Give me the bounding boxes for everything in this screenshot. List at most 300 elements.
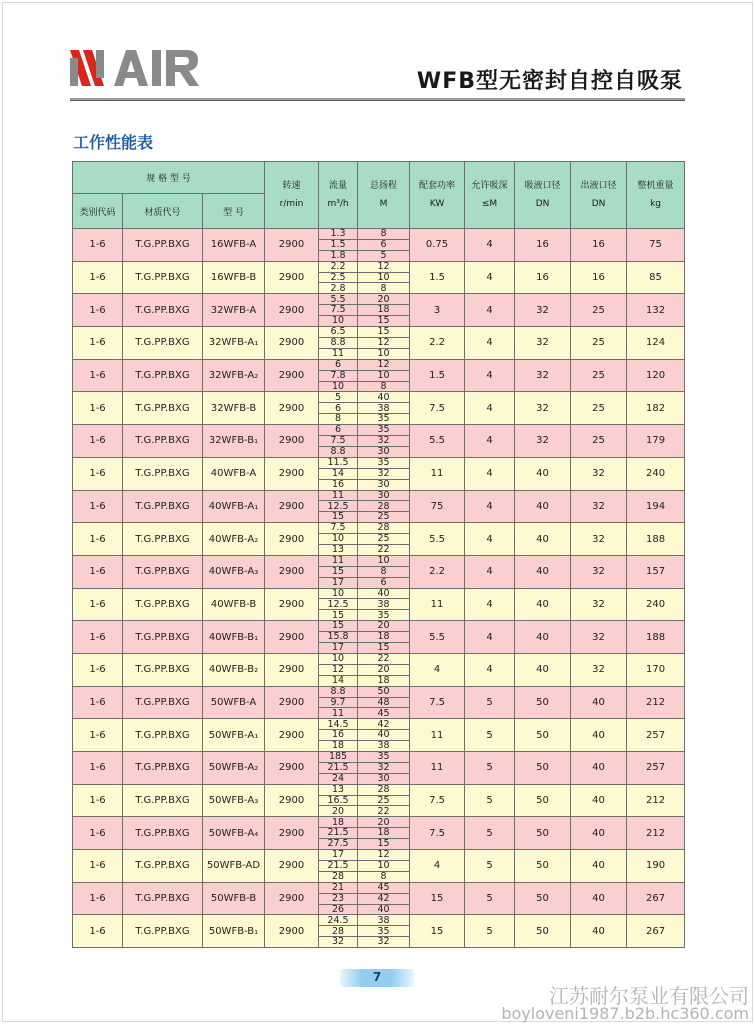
inlet-cell: 32 (515, 392, 571, 425)
head-value: 12 (358, 850, 409, 861)
inlet-cell: 32 (515, 327, 571, 360)
flow-value: 32 (331, 936, 345, 948)
weight-cell: 257 (627, 752, 685, 785)
material-cell: T.G.PP.BXG (123, 882, 203, 915)
power-cell: 5.5 (410, 425, 465, 458)
material-cell: T.G.PP.BXG (123, 588, 203, 621)
weight-cell: 212 (627, 817, 685, 850)
power-cell: 7.5 (410, 817, 465, 850)
power-cell: 15 (410, 882, 465, 915)
flow-value: 10 (319, 589, 357, 600)
outlet-cell: 16 (571, 261, 627, 294)
suction-cell: 5 (465, 784, 515, 817)
flow-value: 2.5 (319, 273, 357, 284)
flow-cell (319, 719, 358, 752)
head-value: 35 (358, 458, 409, 469)
speed-cell: 2900 (265, 882, 319, 915)
table-row (73, 359, 685, 392)
flow-value: 8.8 (319, 687, 357, 698)
weight-cell: 267 (627, 915, 685, 948)
inlet-cell: 40 (515, 523, 571, 556)
flow-cell (319, 425, 358, 458)
head-value: 12 (358, 338, 409, 349)
model-cell: 40WFB-B₂ (203, 653, 265, 686)
head-value: 35 (358, 752, 409, 763)
table-row (73, 490, 685, 523)
suction-cell: 5 (465, 752, 515, 785)
flow-cell (319, 490, 358, 523)
head-value: 35 (358, 425, 409, 436)
suction-cell: 4 (465, 229, 515, 262)
weight-cell: 267 (627, 882, 685, 915)
table-row (73, 588, 685, 621)
table-body (73, 229, 685, 948)
material-cell: T.G.PP.BXG (123, 229, 203, 262)
suction-cell: 4 (465, 294, 515, 327)
model-cell: 40WFB-B₁ (203, 621, 265, 654)
outlet-cell: 32 (571, 653, 627, 686)
flow-cell (319, 327, 358, 360)
inlet-header: 吸液口径 DN (515, 162, 571, 229)
flow-value: 18 (331, 740, 345, 752)
flow-cell (319, 686, 358, 719)
category-cell: 1-6 (73, 294, 123, 327)
flow-value: 17 (331, 576, 345, 588)
head-value: 38 (358, 599, 409, 610)
head-value: 22 (377, 544, 390, 556)
speed-cell: 2900 (265, 425, 319, 458)
flow-value: 185 (319, 752, 357, 763)
material-header: 材质代号 (123, 194, 203, 229)
flow-value: 15 (319, 621, 357, 632)
speed-cell: 2900 (265, 850, 319, 883)
category-cell: 1-6 (73, 555, 123, 588)
model-cell: 32WFB-A₂ (203, 359, 265, 392)
flow-value: 7.5 (319, 523, 357, 534)
flow-value: 2.8 (330, 282, 346, 294)
head-value: 12 (358, 262, 409, 273)
suction-cell: 5 (465, 882, 515, 915)
flow-value: 11 (331, 707, 345, 719)
weight-cell: 188 (627, 523, 685, 556)
table-row (73, 719, 685, 752)
speed-cell: 2900 (265, 686, 319, 719)
flow-value: 11 (331, 348, 345, 360)
head-cell (358, 817, 410, 850)
power-cell: 3 (410, 294, 465, 327)
head-value: 10 (358, 273, 409, 284)
flow-value: 21.5 (319, 763, 357, 774)
head-cell (358, 490, 410, 523)
flow-value: 21.5 (319, 828, 357, 839)
flow-value: 10 (331, 315, 345, 327)
flow-value: 15 (319, 567, 357, 578)
weight-cell: 188 (627, 621, 685, 654)
inlet-cell: 50 (515, 784, 571, 817)
material-cell: T.G.PP.BXG (123, 490, 203, 523)
material-cell: T.G.PP.BXG (123, 653, 203, 686)
material-cell: T.G.PP.BXG (123, 555, 203, 588)
flow-value: 14.5 (319, 719, 357, 730)
outlet-cell: 32 (571, 490, 627, 523)
watermark-url: boyloveni1987.b2b.hc360.com (501, 1004, 749, 1023)
head-value: 30 (377, 446, 390, 458)
flow-cell (319, 229, 358, 262)
category-cell: 1-6 (73, 915, 123, 948)
category-cell: 1-6 (73, 621, 123, 654)
table-row (73, 457, 685, 490)
speed-cell: 2900 (265, 294, 319, 327)
flow-header: 流量 m³/h (319, 162, 358, 229)
power-cell: 11 (410, 719, 465, 752)
head-cell (358, 588, 410, 621)
head-value: 32 (358, 436, 409, 447)
inlet-cell: 40 (515, 621, 571, 654)
table-row (73, 229, 685, 262)
table-row (73, 882, 685, 915)
table-row (73, 621, 685, 654)
suction-cell: 5 (465, 719, 515, 752)
category-cell: 1-6 (73, 392, 123, 425)
flow-cell (319, 752, 358, 785)
head-value: 25 (377, 511, 390, 523)
head-value: 32 (377, 936, 390, 948)
head-value: 20 (358, 294, 409, 305)
material-cell: T.G.PP.BXG (123, 752, 203, 785)
model-cell: 50WFB-A₂ (203, 752, 265, 785)
model-cell: 40WFB-A₂ (203, 523, 265, 556)
inlet-cell: 50 (515, 719, 571, 752)
head-header: 总扬程 M (358, 162, 410, 229)
category-cell: 1-6 (73, 752, 123, 785)
power-cell: 1.5 (410, 359, 465, 392)
performance-table (72, 161, 685, 948)
table-row (73, 327, 685, 360)
outlet-cell: 40 (571, 817, 627, 850)
weight-cell: 75 (627, 229, 685, 262)
outlet-cell: 32 (571, 588, 627, 621)
weight-cell: 179 (627, 425, 685, 458)
head-value: 50 (358, 687, 409, 698)
head-cell (358, 653, 410, 686)
power-cell: 5.5 (410, 523, 465, 556)
material-cell: T.G.PP.BXG (123, 425, 203, 458)
power-cell: 11 (410, 457, 465, 490)
model-cell: 32WFB-A (203, 294, 265, 327)
flow-value: 13 (319, 785, 357, 796)
outlet-cell: 25 (571, 359, 627, 392)
inlet-cell: 32 (515, 425, 571, 458)
model-cell: 50WFB-AD (203, 850, 265, 883)
flow-cell (319, 784, 358, 817)
table-row (73, 425, 685, 458)
table-row (73, 850, 685, 883)
material-cell: T.G.PP.BXG (123, 621, 203, 654)
flow-value: 17 (331, 642, 345, 654)
suction-cell: 5 (465, 915, 515, 948)
head-cell (358, 784, 410, 817)
speed-cell: 2900 (265, 784, 319, 817)
watermark-company: 江苏耐尔泵业有限公司 (549, 984, 749, 1008)
speed-cell: 2900 (265, 752, 319, 785)
flow-cell (319, 294, 358, 327)
head-value: 28 (358, 785, 409, 796)
weight-cell: 240 (627, 588, 685, 621)
head-value: 5 (380, 249, 387, 261)
outlet-cell: 32 (571, 555, 627, 588)
speed-cell: 2900 (265, 817, 319, 850)
speed-cell: 2900 (265, 523, 319, 556)
inlet-cell: 50 (515, 686, 571, 719)
weight-cell: 124 (627, 327, 685, 360)
material-cell: T.G.PP.BXG (123, 850, 203, 883)
material-cell: T.G.PP.BXG (123, 392, 203, 425)
flow-value: 14 (319, 469, 357, 480)
model-cell: 32WFB-B₁ (203, 425, 265, 458)
model-cell: 50WFB-A₄ (203, 817, 265, 850)
suction-cell: 5 (465, 686, 515, 719)
speed-cell: 2900 (265, 653, 319, 686)
table-row (73, 915, 685, 948)
flow-value: 24.5 (319, 915, 357, 926)
table-row (73, 784, 685, 817)
material-cell: T.G.PP.BXG (123, 686, 203, 719)
category-cell: 1-6 (73, 882, 123, 915)
model-cell: 40WFB-A (203, 457, 265, 490)
weight-cell: 212 (627, 784, 685, 817)
head-value: 32 (358, 763, 409, 774)
category-cell: 1-6 (73, 425, 123, 458)
weight-cell: 170 (627, 653, 685, 686)
power-cell: 2.2 (410, 555, 465, 588)
flow-value: 7.8 (319, 371, 357, 382)
flow-cell (319, 359, 358, 392)
head-value: 38 (358, 915, 409, 926)
category-cell: 1-6 (73, 490, 123, 523)
outlet-cell: 25 (571, 425, 627, 458)
flow-cell (319, 850, 358, 883)
flow-cell (319, 457, 358, 490)
power-cell: 11 (410, 588, 465, 621)
material-cell: T.G.PP.BXG (123, 359, 203, 392)
weight-cell: 190 (627, 850, 685, 883)
head-value: 40 (358, 589, 409, 600)
inlet-cell: 16 (515, 229, 571, 262)
model-cell: 32WFB-B (203, 392, 265, 425)
speed-cell: 2900 (265, 229, 319, 262)
category-cell: 1-6 (73, 261, 123, 294)
flow-value: 6 (319, 360, 357, 371)
material-cell: T.G.PP.BXG (123, 915, 203, 948)
flow-value: 20 (331, 805, 345, 817)
head-value: 22 (358, 654, 409, 665)
inlet-cell: 32 (515, 294, 571, 327)
head-value: 30 (358, 491, 409, 502)
head-value: 10 (358, 556, 409, 567)
category-cell: 1-6 (73, 784, 123, 817)
flow-value: 12 (319, 665, 357, 676)
flow-value: 11.5 (319, 458, 357, 469)
outlet-cell: 16 (571, 229, 627, 262)
flow-value: 14 (331, 674, 345, 686)
head-cell (358, 359, 410, 392)
inlet-cell: 40 (515, 490, 571, 523)
flow-value: 9.7 (319, 698, 357, 709)
head-value: 25 (358, 796, 409, 807)
head-value: 30 (377, 772, 390, 784)
head-value: 6 (358, 240, 409, 251)
power-cell: 11 (410, 752, 465, 785)
speed-cell: 2900 (265, 359, 319, 392)
suction-cell: 4 (465, 261, 515, 294)
power-cell: 5.5 (410, 621, 465, 654)
flow-value: 8.8 (319, 338, 357, 349)
flow-cell (319, 817, 358, 850)
head-value: 22 (377, 805, 390, 817)
speed-cell: 2900 (265, 490, 319, 523)
document-title: WFB型无密封自控自吸泵 (416, 69, 683, 94)
power-cell: 7.5 (410, 392, 465, 425)
head-value: 40 (377, 903, 390, 915)
suction-cell: 4 (465, 653, 515, 686)
power-cell: 4 (410, 653, 465, 686)
inlet-cell: 50 (515, 882, 571, 915)
head-value: 20 (358, 621, 409, 632)
head-value: 35 (377, 609, 390, 621)
table-row (73, 653, 685, 686)
head-value: 38 (358, 403, 409, 414)
head-value: 10 (358, 861, 409, 872)
inlet-cell: 40 (515, 653, 571, 686)
weight-cell: 85 (627, 261, 685, 294)
flow-cell (319, 653, 358, 686)
head-cell (358, 752, 410, 785)
outlet-cell: 40 (571, 850, 627, 883)
flow-value: 7.5 (319, 305, 357, 316)
flow-value: 21 (319, 883, 357, 894)
flow-value: 13 (331, 544, 345, 556)
head-value: 38 (377, 740, 390, 752)
flow-value: 24 (331, 772, 345, 784)
head-value: 40 (358, 392, 409, 403)
category-cell: 1-6 (73, 588, 123, 621)
category-cell: 1-6 (73, 653, 123, 686)
head-cell (358, 719, 410, 752)
flow-cell (319, 392, 358, 425)
flow-value: 28 (319, 926, 357, 937)
material-cell: T.G.PP.BXG (123, 523, 203, 556)
speed-cell: 2900 (265, 261, 319, 294)
model-cell: 50WFB-A₃ (203, 784, 265, 817)
flow-value: 6 (319, 403, 357, 414)
head-value: 15 (377, 642, 390, 654)
outlet-cell: 25 (571, 327, 627, 360)
head-value: 45 (377, 707, 390, 719)
speed-cell: 2900 (265, 621, 319, 654)
head-value: 15 (377, 838, 390, 850)
flow-value: 17 (319, 850, 357, 861)
table-row (73, 752, 685, 785)
head-value: 12 (358, 360, 409, 371)
flow-value: 6.5 (319, 327, 357, 338)
power-cell: 7.5 (410, 686, 465, 719)
speed-cell: 2900 (265, 392, 319, 425)
head-cell (358, 621, 410, 654)
suction-cell: 4 (465, 621, 515, 654)
head-value: 42 (358, 719, 409, 730)
material-cell: T.G.PP.BXG (123, 817, 203, 850)
suction-cell: 4 (465, 392, 515, 425)
flow-value: 28 (331, 871, 345, 883)
head-value: 40 (358, 730, 409, 741)
head-cell (358, 457, 410, 490)
material-cell: T.G.PP.BXG (123, 719, 203, 752)
weight-cell: 120 (627, 359, 685, 392)
model-cell: 50WFB-B₁ (203, 915, 265, 948)
suction-cell: 4 (465, 359, 515, 392)
material-cell: T.G.PP.BXG (123, 261, 203, 294)
inlet-cell: 50 (515, 752, 571, 785)
flow-cell (319, 621, 358, 654)
weight-cell: 240 (627, 457, 685, 490)
head-value: 45 (358, 883, 409, 894)
material-cell: T.G.PP.BXG (123, 457, 203, 490)
category-cell: 1-6 (73, 327, 123, 360)
table-row (73, 392, 685, 425)
material-cell: T.G.PP.BXG (123, 294, 203, 327)
flow-value: 27.5 (327, 838, 349, 850)
head-value: 30 (377, 478, 390, 490)
weight-cell: 257 (627, 719, 685, 752)
outlet-cell: 32 (571, 621, 627, 654)
flow-cell (319, 261, 358, 294)
suction-cell: 4 (465, 457, 515, 490)
power-cell: 2.2 (410, 327, 465, 360)
flow-value: 1.5 (319, 240, 357, 251)
suction-cell: 4 (465, 327, 515, 360)
inlet-cell: 50 (515, 915, 571, 948)
head-value: 8 (380, 282, 387, 294)
model-cell: 16WFB-B (203, 261, 265, 294)
flow-value: 8 (335, 413, 342, 425)
head-value: 10 (358, 371, 409, 382)
model-cell: 40WFB-A₃ (203, 555, 265, 588)
flow-value: 11 (319, 556, 357, 567)
head-cell (358, 915, 410, 948)
head-cell (358, 392, 410, 425)
inlet-cell: 50 (515, 850, 571, 883)
flow-value: 2.2 (319, 262, 357, 273)
outlet-cell: 40 (571, 882, 627, 915)
head-value: 10 (377, 348, 390, 360)
speed-cell: 2900 (265, 457, 319, 490)
outlet-cell: 40 (571, 915, 627, 948)
power-header: 配套功率 KW (410, 162, 465, 229)
category-cell: 1-6 (73, 229, 123, 262)
model-cell: 50WFB-A (203, 686, 265, 719)
head-value: 28 (358, 501, 409, 512)
flow-value: 12.5 (319, 501, 357, 512)
flow-value: 16.5 (319, 796, 357, 807)
suction-header: 允许吸深 ≤M (465, 162, 515, 229)
flow-value: 16 (331, 478, 345, 490)
category-header: 类别代码 (73, 194, 123, 229)
head-value: 8 (358, 567, 409, 578)
model-cell: 32WFB-A₁ (203, 327, 265, 360)
spec-group-header: 规 格 型 号 (73, 162, 265, 194)
head-cell (358, 327, 410, 360)
head-value: 8 (380, 380, 387, 392)
